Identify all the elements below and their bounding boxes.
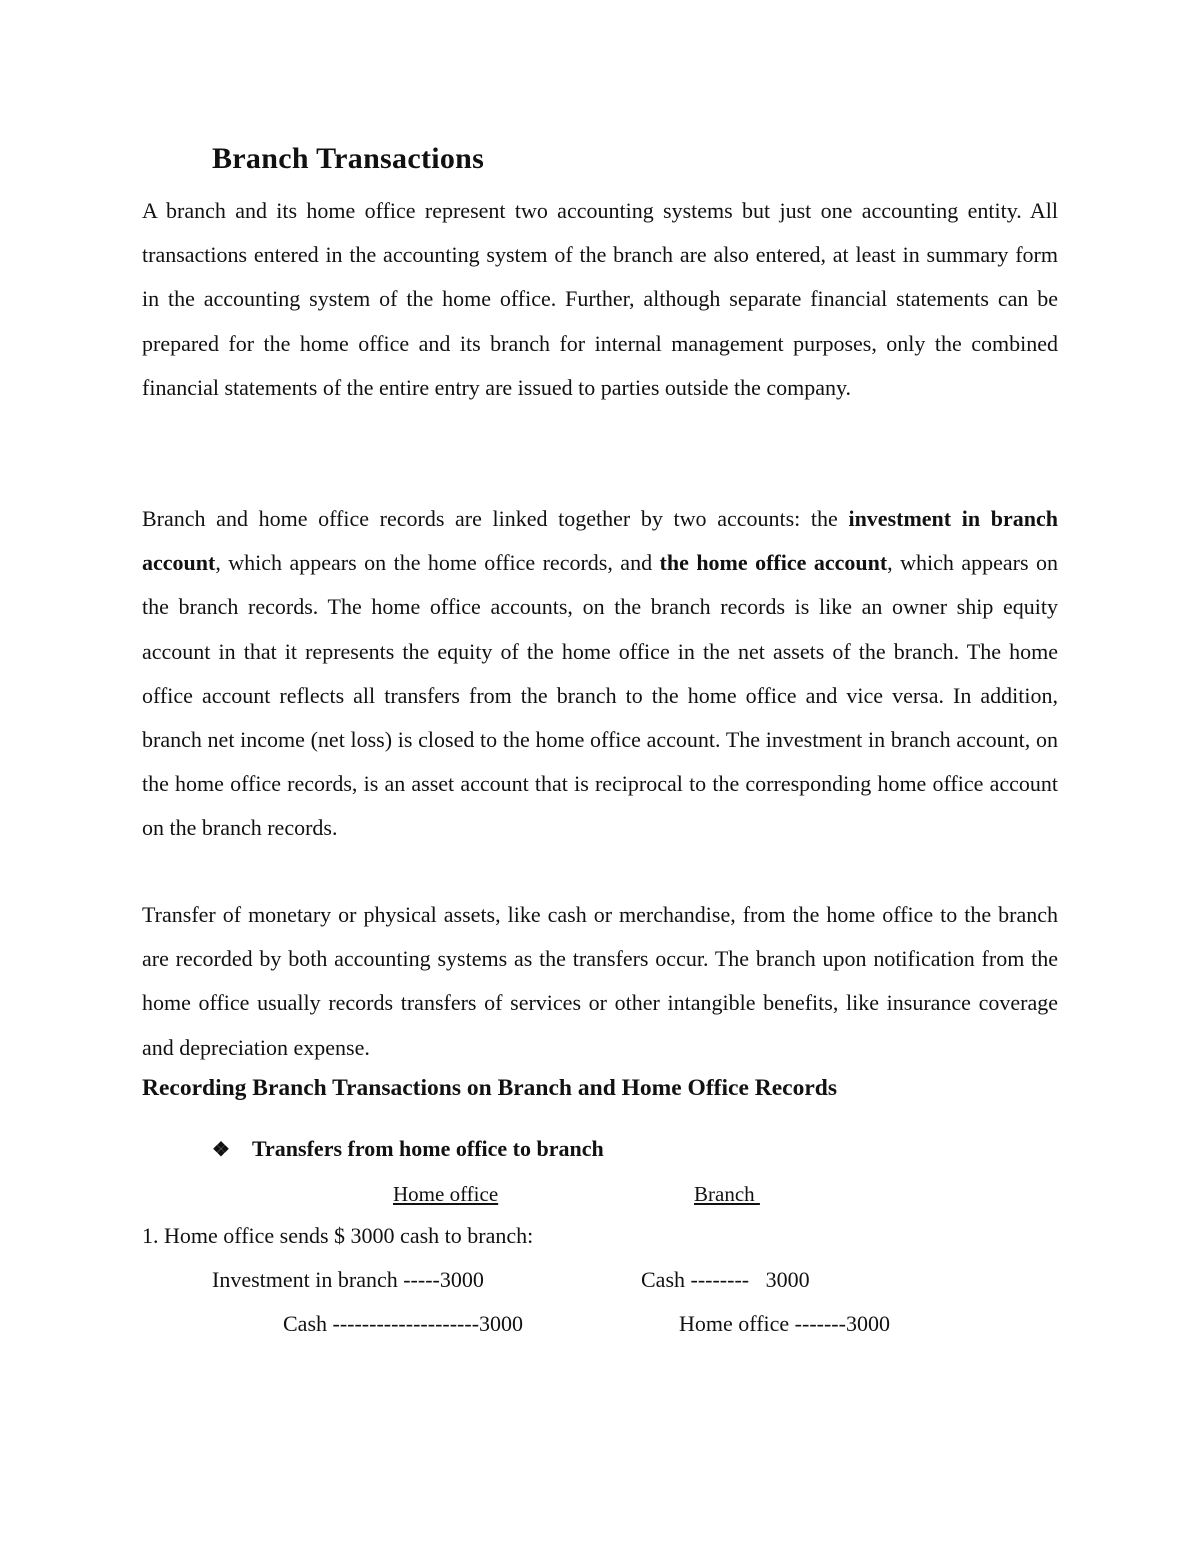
branch-column-header: Branch [694,1182,760,1206]
accounts-paragraph [142,497,1058,851]
accounts-text-3: , which appears on the branch records. The home office accounts, on the branch records is like an owner ship equity account in that it represents the equity of the home office in the net assets of the branch. The home office account reflects all transfers from the branch to the home office and vice versa. In addition, branch net income (net loss) is closed to the home office account. The investment in branch account, on the home office records, is an asset account that is reciprocal to the corresponding home office account on the branch records. [142,550,1058,841]
page-title: Branch Transactions [212,142,485,175]
investment-in-branch-term: investment in branch account [142,506,1058,576]
home-office-credit-entry: Cash --------------------3000 [283,1311,524,1336]
branch-debit-entry: Cash -------- 3000 [641,1267,810,1292]
home-office-debit-entry: Investment in branch -----3000 [212,1267,484,1292]
home-office-account-term: the home office account [659,550,888,576]
intro-paragraph: A branch and its home office represent two accounting systems but just one accounting entity. All transactions entered in the accounting system of the branch are also entered, at least in summary form in the accounting system of the home office. Further, although separate financial statements can be prepared for the home office and its branch for internal management purposes, only the combined financial statements of the entire entry are issued to parties outside the company. [142,198,1058,400]
transfers-paragraph: Transfer of monetary or physical assets, like cash or merchandise, from the home office to the branch are recorded by both accounting systems as the transfers occur. The branch upon notification from the home office usually records transfers of services or other intangible benefits, like insurance coverage and depreciation expense. [142,902,1058,1060]
branch-credit-entry: Home office -------3000 [679,1311,890,1336]
bullet-item [212,1136,604,1162]
home-office-column-header: Home office [393,1182,499,1206]
accounts-text-2: , which appears on the home office records, and [215,550,660,576]
section-heading: Recording Branch Transactions on Branch and Home Office Records [142,1075,837,1101]
diamond-bullet-icon: ❖ [212,1139,230,1161]
bullet-text: Transfers from home office to branch [252,1136,604,1161]
accounts-text-1: Branch and home office records are linked together by two accounts: the [142,506,849,531]
step-1-description: 1. Home office sends $ 3000 cash to branch: [142,1223,534,1248]
